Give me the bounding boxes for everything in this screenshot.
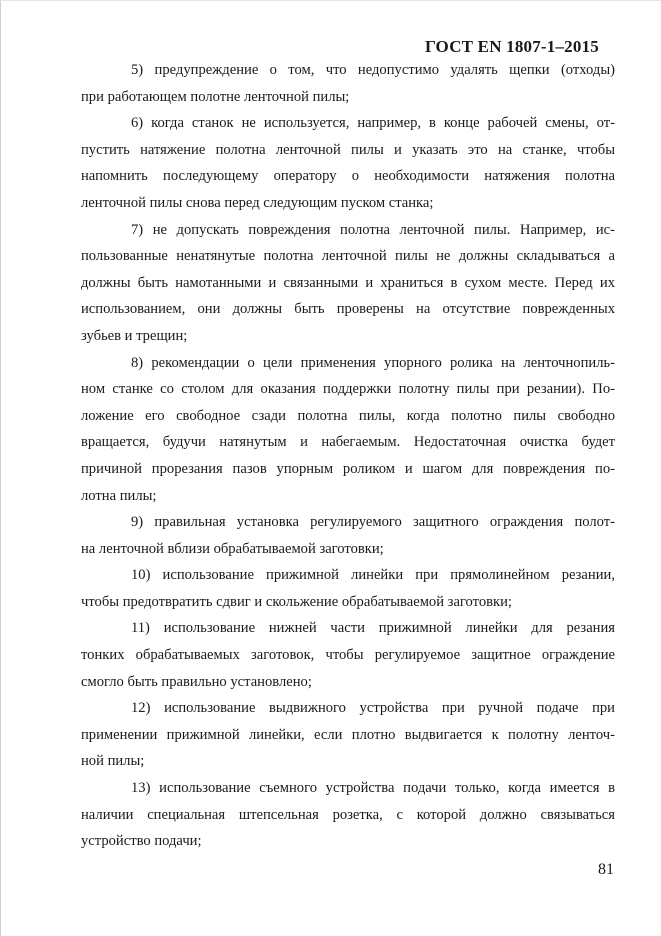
- list-item-line: наличии специальная штепсельная розетка, с которой должно связываться: [81, 806, 615, 823]
- list-item-line: зубьев и трещин;: [81, 327, 188, 344]
- list-item: [81, 350, 615, 510]
- document-body: [81, 57, 615, 855]
- list-item-number: 12): [131, 700, 151, 717]
- list-item: [81, 217, 615, 350]
- list-item-line: правильная установка регулируемого защитного ограждения полот-: [154, 514, 615, 531]
- list-item-line: вращается, будучи натянутым и набегаемым. Недостаточная очистка будет: [81, 434, 615, 451]
- list-item-line: когда станок не используется, например, в конце рабочей смены, от-: [151, 115, 615, 132]
- list-item-line: использование выдвижного устройства при ручной подаче при: [164, 700, 615, 717]
- list-item: [81, 615, 615, 695]
- list-item-number: 6): [131, 115, 144, 132]
- list-item-line: напомнить последующему оператору о необходимости натяжения полотна: [81, 168, 615, 185]
- list-item-number: 10): [131, 567, 151, 584]
- list-item-first-line: [81, 509, 615, 536]
- list-item-line: должны быть намотанными и связанными и храниться в сухом месте. Перед их: [81, 274, 615, 291]
- list-item-first-line: [81, 350, 615, 377]
- list-item-line: смогло быть правильно установлено;: [81, 673, 312, 690]
- list-item-line: устройство подачи;: [81, 833, 202, 850]
- list-item-number: 9): [131, 514, 144, 531]
- list-item-line: чтобы предотвратить сдвиг и скольжение обрабатываемой заготовки;: [81, 593, 512, 610]
- list-item-first-line: [81, 615, 615, 642]
- list-item-first-line: [81, 217, 615, 244]
- list-item-line: при работающем полотне ленточной пилы;: [81, 88, 350, 105]
- list-item-line: лотна пилы;: [81, 487, 157, 504]
- list-item-first-line: [81, 110, 615, 137]
- page-number: 81: [598, 861, 614, 878]
- list-item: [81, 562, 615, 615]
- list-item-line: тонких обрабатываемых заготовок, чтобы регулируемое защитное ограждение: [81, 647, 615, 664]
- list-item: [81, 57, 615, 110]
- list-item-line: применении прижимной линейки, если плотно выдвигается к полотну ленточ-: [81, 726, 615, 743]
- list-item-number: 5): [131, 62, 144, 78]
- list-item: [81, 775, 615, 855]
- list-item-first-line: [81, 562, 615, 589]
- list-item-first-line: [81, 775, 615, 802]
- list-item-number: 8): [131, 354, 144, 371]
- list-item: [81, 110, 615, 216]
- list-item-line: использование съемного устройства подачи только, когда имеется в: [159, 780, 615, 797]
- list-item-line: ной пилы;: [81, 753, 145, 770]
- list-item-line: на ленточной вблизи обрабатываемой заготовки;: [81, 540, 384, 557]
- document-code-header: ГОСТ EN 1807-1–2015: [424, 37, 599, 56]
- list-item-line: использование прижимной линейки при прямолинейном резании,: [162, 567, 615, 584]
- list-item-line: пустить натяжение полотна ленточной пилы и указать это на станке, чтобы: [81, 141, 615, 158]
- list-item-line: использование нижней части прижимной линейки для резания: [163, 620, 616, 637]
- list-item-line: причиной прорезания пазов упорным роликом и шагом для повреждения по-: [81, 460, 615, 477]
- list-item-first-line: [81, 695, 615, 722]
- list-item-line: предупреждение о том, что недопустимо удалять щепки (отходы): [154, 62, 615, 78]
- list-item-number: 11): [131, 620, 150, 637]
- list-item-first-line: [81, 57, 615, 84]
- list-item: [81, 509, 615, 562]
- list-item-line: использованием, они должны быть проверены на отсутствие поврежденных: [81, 301, 615, 318]
- list-item-number: 13): [131, 780, 151, 797]
- list-item-line: рекомендации о цели применения упорного ролика на ленточнопиль-: [151, 354, 615, 371]
- list-item: [81, 695, 615, 775]
- list-item-line: ленточной пилы снова перед следующим пуском станка;: [81, 194, 434, 211]
- list-item-line: не допускать повреждения полотна ленточной пилы. Например, ис-: [152, 221, 615, 238]
- list-item-line: ложение его свободное сзади полотна пилы, когда полотно пилы свободно: [81, 407, 615, 424]
- list-item-line: пользованные ненатянутые полотна ленточной пилы не должны складываться а: [81, 248, 615, 265]
- list-item-line: ном станке со столом для оказания поддержки полотну пилы при резании). По-: [81, 381, 615, 398]
- list-item-number: 7): [131, 221, 144, 238]
